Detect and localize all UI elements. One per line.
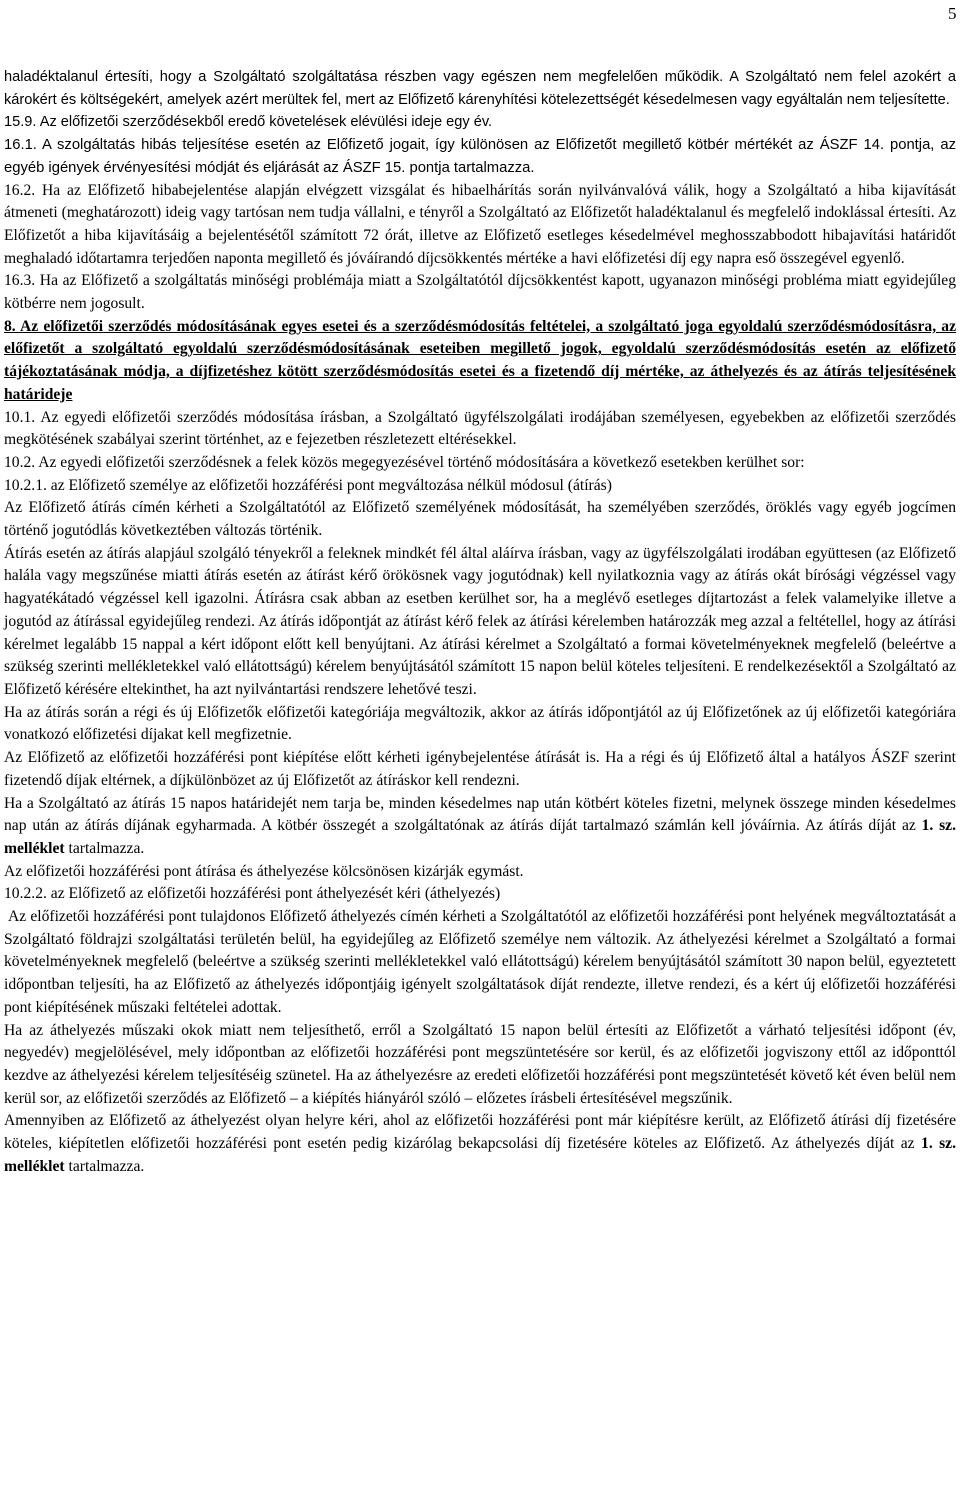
paragraph-10-2-1: 10.2.1. az Előfizető személye az előfizetői hozzáférési pont megváltozása nélkül módosul (átírás) — [4, 476, 612, 494]
paragraph-amennyiben — [4, 1110, 956, 1178]
amennyiben-tail: tartalmazza. — [64, 1157, 145, 1175]
paragraph-atiras-eseten: Átírás esetén az átírás alapjául szolgáló tényekről a feleknek mindkét fél által aláírva írásban, vagy az ügyfélszolgálati irodában együttesen (az Előfizető halála vagy megszűnése miatti átírás esetén az átírást kérő örökösnek vagy jogutódnak) kell nyilatkoznia vagy az átírás okát bírósági végzéssel vagy hagyatékátadó végzéssel kell igazolni. Átírásra csak abban az esetben kerülhet sor, ha a meglévő esetleges díjtartozást a felek valamelyike illetve a jogutód az átírással egyidejűleg rendezi. Az átírás időpontját az átírást kérő felek az átírási kérelemben határozzák meg azzal a feltétellel, hogy az átírási kérelmet legalább 15 nappal a kért időpont előtt kell benyújtani. Az átírási kérelmet a Szolgáltató a formai követelményeknek megfelelő (beleértve a szükség szerinti mellékletekkel való ellátottságú) kérelem benyújtásától számított 15 napon belül köteles teljesíteni. E rendelkezésektől a Szolgáltató az Előfizető kérésére eltekinthet, ha azt nyilvántartási rendszere lehetővé teszi. — [4, 544, 956, 698]
paragraph-kizarjak: Az előfizetői hozzáférési pont átírása és áthelyezése kölcsönösen kizárják egymást. — [4, 862, 524, 880]
paragraph-muszaki-okok: Ha az áthelyezés műszaki okok miatt nem teljesíthető, erről a Szolgáltató 15 napon belül értesíti az Előfizetőt a várható teljesítési időpont (év, negyedév) megjelölésével, mely időpontban az előfizetői hozzáférési pont megszüntetésére sor kerül, és az előfizetői jogviszony ettől az időponttól kezdve az áthelyezési kérelem teljesítéséig szünetel. Ha az áthelyezésre az eredeti előfizetői hozzáférési pont megszüntetését követő két éven belül nem kerül sor, az előfizetői szerződés az Előfizető – a kiépítés hiányáról szóló – előzetes írásbeli értesítésével megszűnik. — [4, 1021, 956, 1107]
paragraph-10-2-2: 10.2.2. az Előfizető az előfizetői hozzáférési pont áthelyezését kéri (áthelyezés) — [4, 885, 501, 903]
melleklet-ref-2: 1. sz. melléklet — [4, 1135, 956, 1175]
paragraph-kiepites-elott: Az Előfizető az előfizetői hozzáférési pont kiépítése előtt kérheti igénybejelentése átírását is. Ha a régi és új Előfizető által a hatályos ÁSZF szerint fizetendő díjak eltérnek, a díjkülönbözet az új Előfizetőt az átíráskor kell rendezni. — [4, 749, 956, 789]
paragraph-atiras-cim: Az Előfizető átírás címén kérheti a Szolgáltatótól az Előfizető személyének módosítását, ha személyében szerződés, öröklés vagy egyéb jogcímen történő jogutódlás következtében változás történik. — [4, 499, 956, 540]
section-8-heading: 8. Az előfizetői szerződés módosításának egyes esetei és a szerződésmódosítás feltételei, a szolgáltató joga egyoldalú szerződésmódosításra, az előfizetőt a szolgáltató egyoldalú szerződésmódosításának eseteiben megillető jogok, egyoldalú szerződésmódosítás esetén az előfizető tájékoztatásának módja, a díjfizetéshez kötött szerződésmódosítás esetei és a fizetendő díj mértéke, az áthelyezés és az átírás teljesítésének határideje — [4, 317, 956, 403]
paragraph-kategoria: Ha az átírás során a régi és új Előfizetők előfizetői kategóriája megváltozik, akkor az átírás időpontjától az új Előfizetőnek az új előfizetői kategóriára vonatkozó előfizetési díjakat kell megfizetnie. — [4, 703, 956, 744]
paragraph-athelyezes-cim: Az előfizetői hozzáférési pont tulajdonos Előfizető áthelyezés címén kérheti a Szolgáltatótól az előfizetői hozzáférési pont helyének megváltoztatását a Szolgáltató földrajzi szolgáltatási területén belül, ha egyidejűleg az Előfizető személye nem változik. Az áthelyezési kérelmet a Szolgáltató a formai követelményeknek megfelelő (beleértve a szükség szerinti mellékletekkel való ellátottságú) kérelem benyújtásától számított 30 napon belül, egyeztetett időpontban teljesíti, ha az Előfizető az áthelyezés időpontjáig igényelt szolgáltatások díját rendezte, illetve rendezi, és a kért új előfizetői hozzáférési pont kiépítésének műszaki feltételei adottak. — [4, 908, 956, 1016]
melleklet-ref: 1. sz. melléklet — [4, 817, 957, 857]
paragraph-16-2: 16.2. Ha az Előfizető hibabejelentése alapján elvégzett vizsgálat és hibaelhárítás során nyilvánvalóvá válik, hogy a Szolgáltató a hiba kijavítását átmeneti (meghatározott) ideig vagy tartósan nem tudja vállalni, e tényről a Szolgáltató az Előfizetőt haladéktalanul és megfelelő indoklással értesíti. Az Előfizetőt a hiba kijavításáig a bejelentésétől számított 72 órát, illetve az Előfizető esetleges késedelmével meghosszabbodott hibajavítási határidőt meghaladó időtartamra terjedően naponta megillető és jóváírandó díjcsökkentés mértéke a havi előfizetési díj egy napra eső összegével egyenlő. — [4, 181, 956, 267]
kotber-tail: tartalmazza. — [64, 839, 145, 857]
paragraph-liability: haladéktalanul értesíti, hogy a Szolgáltató szolgáltatása részben vagy egészen nem megfelelően működik. A Szolgáltató nem felel azokért a károkért és költségekért, amelyek azért merültek fel, mert az Előfizető kárenyhítési kötelezettségét késedelmesen vagy egyáltalán nem teljesítette. — [4, 69, 956, 108]
kotber-text: Ha a Szolgáltató az átírás 15 napos határidejét nem tarja be, minden késedelmes nap után kötbért köteles fizetni, melynek összege minden késedelmes nap után az átírás díjának egyharmada. A kötbér összegét a szolgáltatónak az átírás díját tartalmazó számlán kell jóváírnia. Az átírás díját az — [4, 794, 956, 835]
page-number: 5 — [948, 4, 957, 23]
amennyiben-text: Amennyiben az Előfizető az áthelyezést olyan helyre kéri, ahol az előfizetői hozzáférési pont már kiépítésre került, az Előfizető átírási díj fizetésére köteles, kiépítetlen előfizetői hozzáférési pont esetén pedig kizárólag bekapcsolási díj fizetésére köteles az Előfizető. Az áthelyezés díját az — [4, 1112, 956, 1153]
paragraph-kotber — [4, 793, 956, 861]
paragraph-15-9: 15.9. Az előfizetői szerződésekből eredő követelések elévülési ideje egy év. — [4, 114, 493, 131]
document-body — [4, 66, 956, 1178]
paragraph-16-1: 16.1. A szolgáltatás hibás teljesítése esetén az Előfizető jogait, így különösen az Előfizetőt megillető kötbér mértékét az ÁSZF 14. pontja, az egyéb igények érvényesítési módját és eljárását az ÁSZF 15. pontja tartalmazza. — [4, 137, 956, 176]
paragraph-10-1: 10.1. Az egyedi előfizetői szerződés módosítása írásban, a Szolgáltató ügyfélszolgálati irodájában személyesen, egyebekben az előfizetői szerződés megkötésének szabályai szerint történhet, az e fejezetben részletezett eltérésekkel. — [4, 408, 956, 449]
paragraph-16-3: 16.3. Ha az Előfizető a szolgáltatás minőségi problémája miatt a Szolgáltatótól díjcsökkentést kapott, ugyanazon minőségi probléma miatt egyidejűleg kötbérre nem jogosult. — [4, 272, 956, 313]
paragraph-10-2: 10.2. Az egyedi előfizetői szerződésnek a felek közös megegyezésével történő módosítására a következő esetekben kerülhet sor: — [4, 453, 805, 471]
